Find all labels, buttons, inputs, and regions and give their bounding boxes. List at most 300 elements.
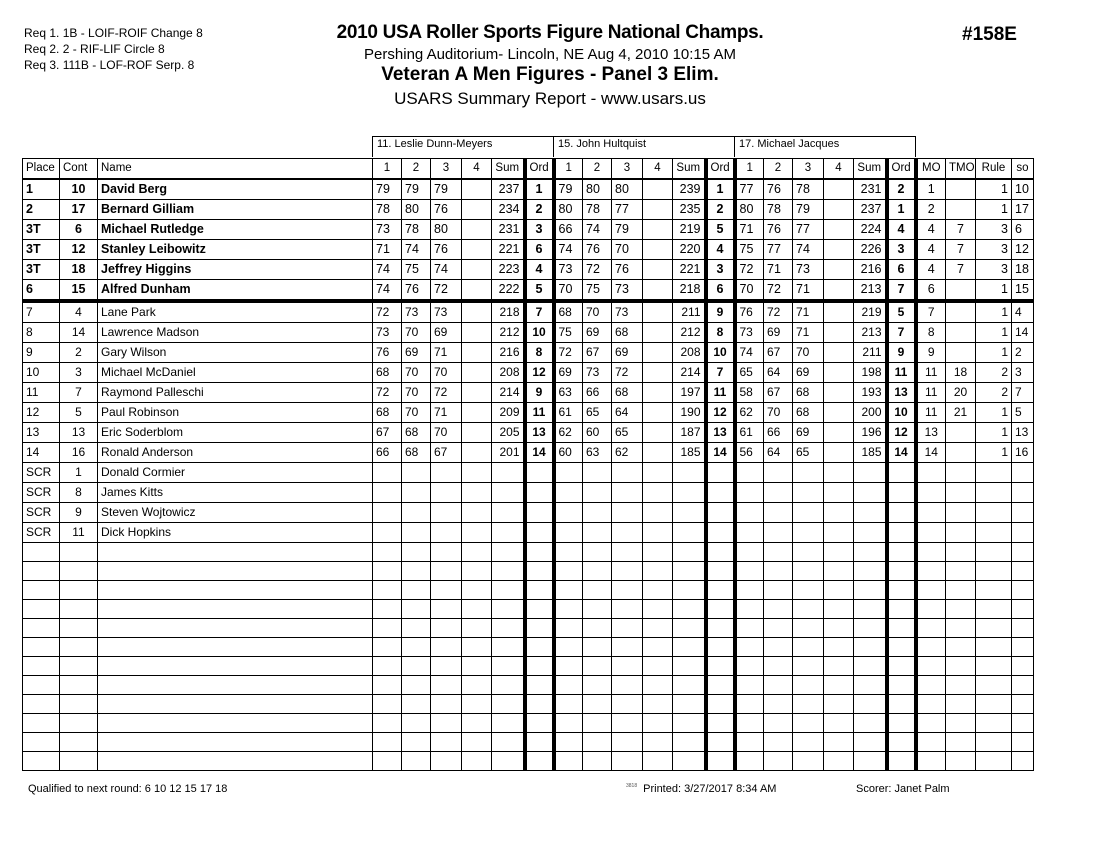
judge3-score1-cell: 56 <box>735 443 764 463</box>
judge1-score4-cell <box>462 383 492 403</box>
judge1-score2-cell: 70 <box>402 403 431 423</box>
cont-cell <box>60 562 98 581</box>
judge3-sum-cell <box>854 600 887 619</box>
mo-cell <box>916 523 946 543</box>
judge2-score3-cell <box>612 752 643 771</box>
judge3-score1-cell: 65 <box>735 363 764 383</box>
cont-cell <box>60 619 98 638</box>
mo-cell: 13 <box>916 423 946 443</box>
judge3-score3-cell: 73 <box>793 260 824 280</box>
col-judge1-sum: Sum <box>492 159 525 180</box>
judge2-score1-cell <box>554 657 583 676</box>
judge3-score3-cell: 71 <box>793 301 824 323</box>
tmo-cell: 18 <box>946 363 976 383</box>
judge3-ordinal-cell <box>887 483 916 503</box>
judge3-score1-cell: 77 <box>735 179 764 200</box>
judge3-score1-cell <box>735 503 764 523</box>
judge3-score3-cell <box>793 483 824 503</box>
judge3-score4-cell <box>824 483 854 503</box>
name-cell: Jeffrey Higgins <box>98 260 373 280</box>
judge1-score4-cell <box>462 562 492 581</box>
judge1-score1-cell <box>373 676 402 695</box>
place-cell: 2 <box>23 200 60 220</box>
judge1-score1-cell <box>373 483 402 503</box>
judge1-ordinal-cell: 6 <box>525 240 554 260</box>
judge2-score1-cell <box>554 752 583 771</box>
judge3-score2-cell <box>764 562 793 581</box>
col-judge3-1: 1 <box>735 159 764 180</box>
judge1-score1-cell <box>373 543 402 562</box>
tmo-cell: 20 <box>946 383 976 403</box>
judge2-score2-cell: 72 <box>583 260 612 280</box>
judge2-sum-cell <box>673 619 706 638</box>
cont-cell <box>60 543 98 562</box>
judge2-score2-cell <box>583 523 612 543</box>
judge2-score4-cell <box>643 523 673 543</box>
judge3-score3-cell <box>793 600 824 619</box>
rule-cell <box>976 562 1012 581</box>
judge2-score3-cell: 72 <box>612 363 643 383</box>
judge1-score4-cell <box>462 240 492 260</box>
rule-cell: 1 <box>976 403 1012 423</box>
mo-cell <box>916 733 946 752</box>
rule-cell: 1 <box>976 423 1012 443</box>
judge3-ordinal-cell <box>887 503 916 523</box>
judge3-score4-cell <box>824 343 854 363</box>
judge2-ordinal-cell <box>706 523 735 543</box>
judge1-score4-cell <box>462 714 492 733</box>
judge1-sum-cell <box>492 619 525 638</box>
judge1-score3-cell: 72 <box>431 383 462 403</box>
cont-cell <box>60 714 98 733</box>
judge3-score2-cell: 64 <box>764 363 793 383</box>
judge2-score2-cell: 60 <box>583 423 612 443</box>
judge2-score2-cell: 74 <box>583 220 612 240</box>
judge3-score4-cell <box>824 383 854 403</box>
judge3-score2-cell <box>764 503 793 523</box>
tmo-cell <box>946 695 976 714</box>
judge2-ordinal-cell <box>706 714 735 733</box>
so-cell: 14 <box>1012 323 1034 343</box>
judge3-score4-cell <box>824 543 854 562</box>
judge1-sum-cell <box>492 483 525 503</box>
judge3-score1-cell: 58 <box>735 383 764 403</box>
judge3-score2-cell: 67 <box>764 343 793 363</box>
so-cell <box>1012 752 1034 771</box>
tmo-cell <box>946 443 976 463</box>
judge3-score3-cell <box>793 463 824 483</box>
rule-cell <box>976 523 1012 543</box>
table-row <box>23 619 1034 638</box>
name-cell <box>98 733 373 752</box>
judge3-score1-cell: 73 <box>735 323 764 343</box>
judge1-score4-cell <box>462 403 492 423</box>
scorer-name: Scorer: Janet Palm <box>856 783 950 795</box>
judge2-score4-cell <box>643 463 673 483</box>
judge2-ordinal-cell: 6 <box>706 280 735 302</box>
judge3-sum-cell <box>854 562 887 581</box>
judge2-score3-cell: 73 <box>612 301 643 323</box>
judge2-ordinal-cell <box>706 619 735 638</box>
judge2-sum-cell: 235 <box>673 200 706 220</box>
judge3-ordinal-cell: 3 <box>887 240 916 260</box>
mo-cell: 1 <box>916 179 946 200</box>
judge3-score1-cell: 62 <box>735 403 764 423</box>
table-row <box>23 638 1034 657</box>
judge2-score3-cell: 68 <box>612 323 643 343</box>
judge2-sum-cell <box>673 503 706 523</box>
tmo-cell <box>946 619 976 638</box>
rule-cell: 1 <box>976 343 1012 363</box>
judge2-score3-cell <box>612 463 643 483</box>
judge2-ordinal-cell: 1 <box>706 179 735 200</box>
judge3-score3-cell: 78 <box>793 179 824 200</box>
judge3-score3-cell <box>793 638 824 657</box>
judge3-sum-cell <box>854 543 887 562</box>
judge2-score4-cell <box>643 301 673 323</box>
judge2-score3-cell <box>612 619 643 638</box>
judge3-score2-cell <box>764 657 793 676</box>
rule-cell <box>976 657 1012 676</box>
judge1-score2-cell: 68 <box>402 423 431 443</box>
name-cell: Michael McDaniel <box>98 363 373 383</box>
judge1-score4-cell <box>462 638 492 657</box>
rule-cell: 1 <box>976 280 1012 302</box>
judge1-ordinal-cell: 1 <box>525 179 554 200</box>
judge2-score4-cell <box>643 423 673 443</box>
judge3-score2-cell <box>764 543 793 562</box>
cont-cell <box>60 657 98 676</box>
judge3-score2-cell: 77 <box>764 240 793 260</box>
mo-cell <box>916 581 946 600</box>
judge1-score3-cell: 73 <box>431 301 462 323</box>
judge1-score4-cell <box>462 280 492 302</box>
mo-cell: 11 <box>916 363 946 383</box>
col-judge2-2: 2 <box>583 159 612 180</box>
judge1-score4-cell <box>462 423 492 443</box>
judge3-score4-cell <box>824 260 854 280</box>
judge3-sum-cell <box>854 581 887 600</box>
judge3-ordinal-cell: 2 <box>887 179 916 200</box>
judge3-score2-cell: 76 <box>764 220 793 240</box>
judge3-score3-cell: 69 <box>793 423 824 443</box>
name-cell: Gary Wilson <box>98 343 373 363</box>
so-cell <box>1012 695 1034 714</box>
cont-cell <box>60 733 98 752</box>
judge1-score2-cell <box>402 562 431 581</box>
judge3-score4-cell <box>824 423 854 443</box>
tmo-cell <box>946 200 976 220</box>
judge2-score3-cell <box>612 600 643 619</box>
table-row <box>23 752 1034 771</box>
judge2-score2-cell <box>583 638 612 657</box>
mo-cell: 4 <box>916 240 946 260</box>
judge1-score3-cell: 71 <box>431 403 462 423</box>
judge3-ordinal-cell: 7 <box>887 280 916 302</box>
judge3-score2-cell <box>764 463 793 483</box>
place-cell <box>23 581 60 600</box>
judge1-score1-cell: 78 <box>373 200 402 220</box>
table-row <box>23 657 1034 676</box>
judge2-ordinal-cell <box>706 733 735 752</box>
judge2-score2-cell: 67 <box>583 343 612 363</box>
place-cell <box>23 638 60 657</box>
judge2-score1-cell: 63 <box>554 383 583 403</box>
col-judge3-3: 3 <box>793 159 824 180</box>
cont-cell: 14 <box>60 323 98 343</box>
rule-cell: 3 <box>976 240 1012 260</box>
place-cell <box>23 562 60 581</box>
judge2-sum-cell <box>673 581 706 600</box>
col-judge1-ord: Ord <box>525 159 554 180</box>
place-cell: SCR <box>23 503 60 523</box>
judge2-score4-cell <box>643 343 673 363</box>
judge2-score1-cell: 60 <box>554 443 583 463</box>
judge2-score3-cell <box>612 714 643 733</box>
judge1-sum-cell: 201 <box>492 443 525 463</box>
name-cell: Alfred Dunham <box>98 280 373 302</box>
judge3-sum-cell <box>854 657 887 676</box>
so-cell <box>1012 503 1034 523</box>
judge1-score4-cell <box>462 443 492 463</box>
judge3-score1-cell <box>735 463 764 483</box>
cont-cell <box>60 581 98 600</box>
cont-cell: 17 <box>60 200 98 220</box>
cont-cell <box>60 638 98 657</box>
judge2-score2-cell <box>583 733 612 752</box>
place-cell: 7 <box>23 301 60 323</box>
judge2-score3-cell: 76 <box>612 260 643 280</box>
judge3-score4-cell <box>824 179 854 200</box>
judge1-sum-cell: 218 <box>492 301 525 323</box>
judge3-sum-cell: 231 <box>854 179 887 200</box>
judge3-ordinal-cell: 13 <box>887 383 916 403</box>
name-cell <box>98 676 373 695</box>
judge1-sum-cell <box>492 503 525 523</box>
judge2-score4-cell <box>643 600 673 619</box>
cont-cell: 4 <box>60 301 98 323</box>
judge1-score2-cell <box>402 483 431 503</box>
judge2-score2-cell: 65 <box>583 403 612 423</box>
judge3-score3-cell <box>793 752 824 771</box>
judge1-sum-cell: 237 <box>492 179 525 200</box>
judge3-score2-cell <box>764 483 793 503</box>
so-cell <box>1012 581 1034 600</box>
judge3-score4-cell <box>824 733 854 752</box>
judge3-ordinal-cell: 4 <box>887 220 916 240</box>
judge3-score2-cell: 76 <box>764 179 793 200</box>
col-judge1-3: 3 <box>431 159 462 180</box>
judge1-score2-cell <box>402 619 431 638</box>
judge2-score4-cell <box>643 260 673 280</box>
judge3-ordinal-cell <box>887 463 916 483</box>
col-tmo: TMO <box>946 159 976 180</box>
judge1-score2-cell <box>402 695 431 714</box>
name-cell: Michael Rutledge <box>98 220 373 240</box>
tmo-cell <box>946 638 976 657</box>
tmo-cell: 21 <box>946 403 976 423</box>
judge2-score3-cell <box>612 562 643 581</box>
judge3-sum-cell <box>854 733 887 752</box>
judge1-score3-cell: 69 <box>431 323 462 343</box>
tmo-cell <box>946 562 976 581</box>
place-cell: 14 <box>23 443 60 463</box>
judge3-ordinal-cell: 12 <box>887 423 916 443</box>
judge3-score4-cell <box>824 363 854 383</box>
judge3-ordinal-cell: 5 <box>887 301 916 323</box>
judge1-sum-cell: 212 <box>492 323 525 343</box>
judge1-score3-cell <box>431 562 462 581</box>
place-cell: 3T <box>23 220 60 240</box>
cont-cell <box>60 752 98 771</box>
col-judge2-ord: Ord <box>706 159 735 180</box>
rule-cell <box>976 695 1012 714</box>
cont-cell: 15 <box>60 280 98 302</box>
judge1-ordinal-cell <box>525 676 554 695</box>
so-cell <box>1012 562 1034 581</box>
judge2-sum-cell: 221 <box>673 260 706 280</box>
judge3-score4-cell <box>824 600 854 619</box>
judge2-score3-cell <box>612 676 643 695</box>
judge1-score1-cell: 66 <box>373 443 402 463</box>
mo-cell: 11 <box>916 403 946 423</box>
cont-cell: 1 <box>60 463 98 483</box>
judge2-score3-cell <box>612 543 643 562</box>
mo-cell: 11 <box>916 383 946 403</box>
table-row <box>23 423 1034 443</box>
judge2-score1-cell <box>554 562 583 581</box>
judge2-sum-cell <box>673 638 706 657</box>
judge3-score1-cell <box>735 619 764 638</box>
col-judge2-4: 4 <box>643 159 673 180</box>
judge2-score4-cell <box>643 483 673 503</box>
judge2-sum-cell <box>673 733 706 752</box>
judge1-sum-cell: 222 <box>492 280 525 302</box>
judge3-sum-cell: 200 <box>854 403 887 423</box>
judge1-sum-cell <box>492 752 525 771</box>
judge2-score3-cell <box>612 483 643 503</box>
requirement-2: Req 2. 2 - RIF-LIF Circle 8 <box>24 42 165 56</box>
name-cell <box>98 695 373 714</box>
judge2-sum-cell: 212 <box>673 323 706 343</box>
judge2-score4-cell <box>643 562 673 581</box>
judge1-sum-cell: 209 <box>492 403 525 423</box>
judge2-sum-cell: 218 <box>673 280 706 302</box>
judge1-score3-cell: 74 <box>431 260 462 280</box>
name-cell <box>98 619 373 638</box>
so-cell: 12 <box>1012 240 1034 260</box>
mo-cell <box>916 676 946 695</box>
judge3-score3-cell <box>793 543 824 562</box>
judge-3-name: 17. Michael Jacques <box>734 136 916 157</box>
judge1-sum-cell <box>492 657 525 676</box>
judge3-score3-cell: 79 <box>793 200 824 220</box>
name-cell: David Berg <box>98 179 373 200</box>
judge-2-name: 15. John Hultquist <box>553 136 735 157</box>
judge1-score4-cell <box>462 179 492 200</box>
judge1-score2-cell: 69 <box>402 343 431 363</box>
judge1-score1-cell <box>373 714 402 733</box>
judge3-ordinal-cell <box>887 581 916 600</box>
cont-cell: 5 <box>60 403 98 423</box>
name-cell: Donald Cormier <box>98 463 373 483</box>
judge3-score2-cell <box>764 714 793 733</box>
judge1-score1-cell: 67 <box>373 423 402 443</box>
judge1-ordinal-cell: 13 <box>525 423 554 443</box>
table-row <box>23 676 1034 695</box>
judge1-ordinal-cell: 2 <box>525 200 554 220</box>
so-cell: 5 <box>1012 403 1034 423</box>
so-cell: 10 <box>1012 179 1034 200</box>
mo-cell <box>916 503 946 523</box>
place-cell <box>23 733 60 752</box>
judge2-sum-cell <box>673 714 706 733</box>
judge1-score2-cell <box>402 463 431 483</box>
judge2-score1-cell: 62 <box>554 423 583 443</box>
name-cell: Stanley Leibowitz <box>98 240 373 260</box>
tmo-cell <box>946 752 976 771</box>
rule-cell: 2 <box>976 363 1012 383</box>
cont-cell: 18 <box>60 260 98 280</box>
rule-cell: 1 <box>976 323 1012 343</box>
judge1-ordinal-cell <box>525 463 554 483</box>
judge3-ordinal-cell <box>887 752 916 771</box>
judge1-score1-cell: 68 <box>373 363 402 383</box>
judge2-score3-cell: 77 <box>612 200 643 220</box>
judge1-score2-cell <box>402 600 431 619</box>
judge2-ordinal-cell: 10 <box>706 343 735 363</box>
judge1-score1-cell: 74 <box>373 280 402 302</box>
judge1-sum-cell: 221 <box>492 240 525 260</box>
judge2-score3-cell <box>612 638 643 657</box>
judge3-ordinal-cell: 11 <box>887 363 916 383</box>
judge2-score4-cell <box>643 619 673 638</box>
judge1-score2-cell <box>402 657 431 676</box>
judge2-score4-cell <box>643 657 673 676</box>
judge2-sum-cell <box>673 463 706 483</box>
judge3-score3-cell: 69 <box>793 363 824 383</box>
cont-cell <box>60 676 98 695</box>
judge3-score2-cell <box>764 638 793 657</box>
name-cell <box>98 581 373 600</box>
tmo-cell <box>946 714 976 733</box>
place-cell: SCR <box>23 523 60 543</box>
table-row <box>23 443 1034 463</box>
judge3-score1-cell <box>735 600 764 619</box>
judge2-score2-cell <box>583 581 612 600</box>
judge3-score3-cell <box>793 503 824 523</box>
table-row <box>23 543 1034 562</box>
so-cell <box>1012 543 1034 562</box>
judge2-score1-cell <box>554 503 583 523</box>
place-cell <box>23 695 60 714</box>
judge3-ordinal-cell <box>887 619 916 638</box>
place-cell: 9 <box>23 343 60 363</box>
table-row <box>23 562 1034 581</box>
judge1-score1-cell: 68 <box>373 403 402 423</box>
column-header-row <box>23 159 1034 180</box>
judge1-score3-cell <box>431 523 462 543</box>
judge2-score1-cell <box>554 483 583 503</box>
judge1-sum-cell: 205 <box>492 423 525 443</box>
cont-cell: 3 <box>60 363 98 383</box>
judge2-score4-cell <box>643 403 673 423</box>
judge1-ordinal-cell <box>525 619 554 638</box>
judge1-sum-cell <box>492 543 525 562</box>
judge3-ordinal-cell <box>887 657 916 676</box>
judge1-sum-cell: 214 <box>492 383 525 403</box>
judge1-ordinal-cell <box>525 695 554 714</box>
